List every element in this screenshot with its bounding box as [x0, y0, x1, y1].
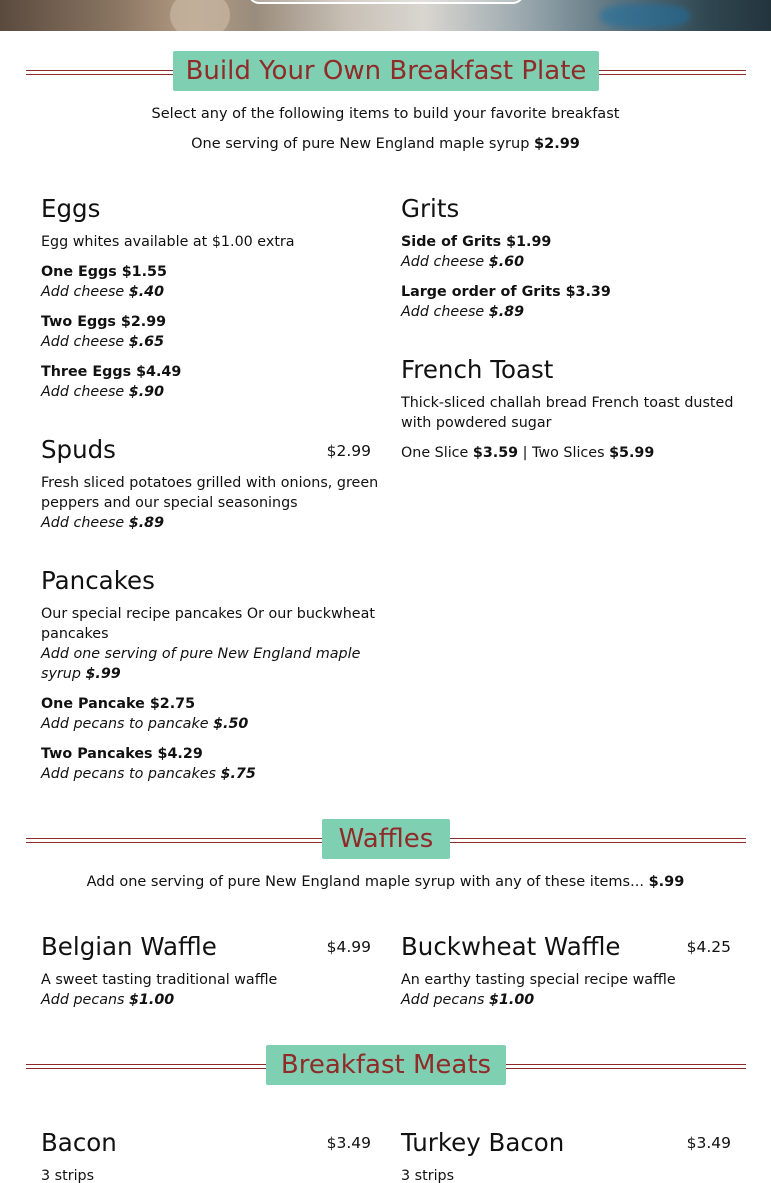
eggs-option-label: One Eggs $1.55 [41, 264, 167, 280]
grits-option-addon: Add cheese $.60 [401, 254, 525, 270]
french-toast-prices: One Slice $3.59 | Two Slices $5.99 [401, 445, 655, 461]
turkey-bacon-heading: Turkey Bacon [401, 1128, 565, 1157]
grits-option-label: Side of Grits $1.99 [401, 234, 552, 250]
eggs-option-addon: Add cheese $.90 [41, 384, 165, 400]
eggs-option-label: Two Eggs $2.99 [41, 314, 167, 330]
turkey-bacon-desc: 3 strips [401, 1168, 455, 1183]
pancakes-option-label: One Pancake $2.75 [41, 696, 196, 712]
spuds-heading: Spuds [41, 435, 116, 464]
spuds-price: $2.99 [326, 442, 371, 460]
eggs-option-addon: Add cheese $.65 [41, 334, 165, 350]
bacon-price: $3.49 [326, 1134, 371, 1152]
bacon-desc: 3 strips [41, 1168, 95, 1183]
section-title: Build Your Own Breakfast Plate [173, 51, 599, 91]
section-title: Waffles [322, 819, 450, 859]
buckwheat-waffle-price: $4.25 [686, 938, 731, 956]
turkey-bacon-price: $3.49 [686, 1134, 731, 1152]
grits-heading: Grits [401, 194, 460, 223]
hero-decor [600, 4, 690, 28]
hero-image [0, 0, 771, 31]
waffles-syrup-note: Add one serving of pure New England maple syrup with any of these items... $.99 [86, 874, 685, 890]
grits-option-addon: Add cheese $.89 [401, 304, 525, 320]
buckwheat-waffle-addon: Add pecans $1.00 [401, 992, 535, 1008]
french-toast-desc: Thick-sliced challah bread French toast dusted [401, 395, 734, 411]
bacon-heading: Bacon [41, 1128, 117, 1157]
pancakes-desc: pancakes [41, 626, 109, 642]
belgian-waffle-desc: A sweet tasting traditional waffle [41, 972, 278, 988]
belgian-waffle-addon: Add pecans $1.00 [41, 992, 175, 1008]
section-header-meats [26, 1045, 746, 1085]
buckwheat-waffle-desc: An earthy tasting special recipe waffle [401, 972, 676, 988]
buckwheat-waffle-heading: Buckwheat Waffle [401, 932, 621, 961]
belgian-waffle-heading: Belgian Waffle [41, 932, 217, 961]
spuds-addon: Add cheese $.89 [41, 515, 165, 531]
section-header-waffles [26, 819, 746, 859]
section-title: Breakfast Meats [266, 1045, 506, 1085]
section-intro: Select any of the following items to build your favorite breakfast [151, 106, 620, 122]
eggs-heading: Eggs [41, 194, 101, 223]
eggs-option-label: Three Eggs $4.49 [41, 364, 182, 380]
hero-button-outline[interactable] [248, 0, 524, 4]
syrup-note-text: One serving of pure New England maple syrup [191, 136, 530, 152]
spuds-desc: Fresh sliced potatoes grilled with onions, green [41, 475, 379, 491]
hero-decor [170, 0, 230, 31]
pancakes-option-addon: Add pecans to pancake $.50 [41, 716, 249, 732]
pancakes-desc: Our special recipe pancakes Or our buckwheat [41, 606, 375, 622]
belgian-waffle-price: $4.99 [326, 938, 371, 956]
french-toast-heading: French Toast [401, 355, 554, 384]
syrup-note [0, 136, 771, 152]
french-toast-desc: with powdered sugar [401, 415, 552, 431]
pancakes-option-label: Two Pancakes $4.29 [41, 746, 203, 762]
spuds-desc: peppers and our special seasonings [41, 495, 298, 511]
eggs-note: Egg whites available at $1.00 extra [41, 234, 295, 250]
syrup-note-price: $2.99 [534, 136, 580, 152]
section-header-breakfast-plate [26, 51, 746, 91]
eggs-option-addon: Add cheese $.40 [41, 284, 165, 300]
pancakes-syrup: Add one serving of pure New England maple [41, 646, 361, 662]
pancakes-heading: Pancakes [41, 566, 155, 595]
pancakes-option-addon: Add pecans to pancakes $.75 [41, 766, 256, 782]
grits-option-label: Large order of Grits $3.39 [401, 284, 611, 300]
pancakes-syrup: syrup $.99 [41, 666, 121, 682]
